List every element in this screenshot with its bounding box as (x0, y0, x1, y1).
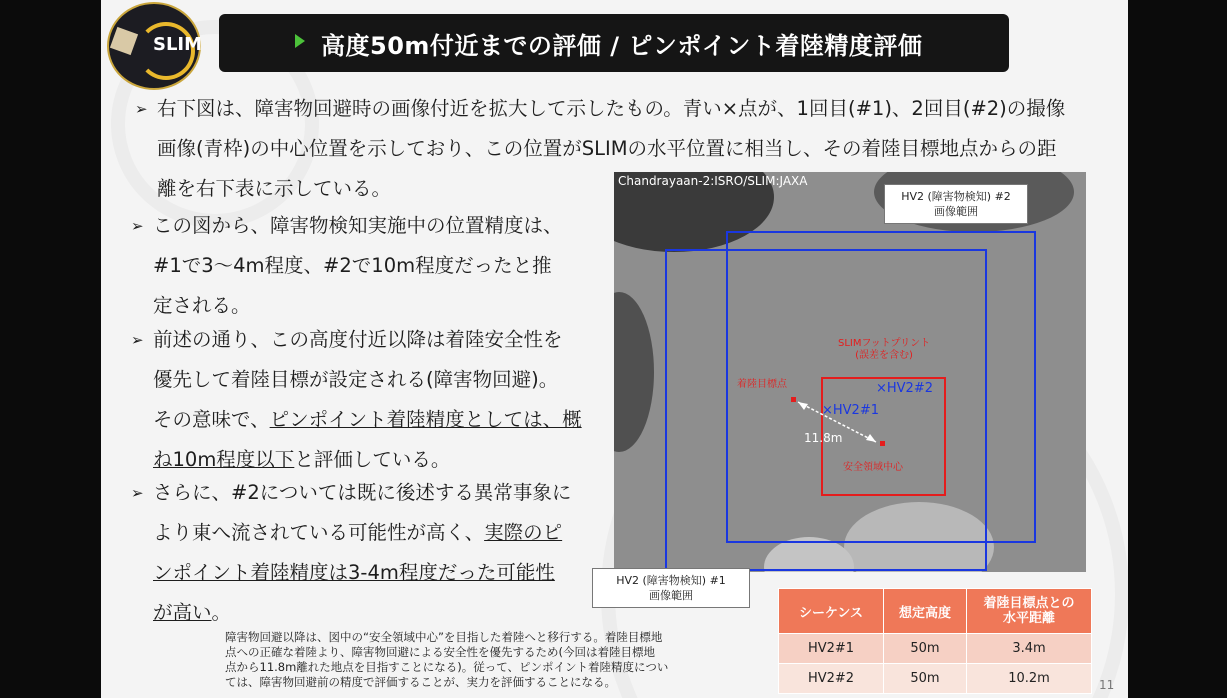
bullet-line (153, 400, 582, 440)
bullet-line: 画像(青枠)の中心位置を示しており、この位置がSLIMの水平位置に相当し、その着陸目標地点からの距 (157, 137, 1057, 160)
callout-line: 画像範囲 (934, 205, 978, 218)
footnote-line: ては、障害物回避前の精度で評価することが、実力を評価することになる。 (225, 675, 616, 689)
table-cell: 3.4m (967, 634, 1092, 664)
bullet-text: と評価している。 (294, 448, 451, 471)
footnote-line: 点から11.8m離れた地点を目指すことになる)。従って、ピンポイント着陸精度につい (225, 660, 669, 674)
callout-line: 画像範囲 (649, 589, 693, 602)
callout-line: HV2 (障害物検知) #1 (616, 574, 726, 587)
bullet-line: 前述の通り、この高度付近以降は着陸安全性を (153, 328, 563, 351)
bullet-line (153, 593, 571, 633)
hv2-1-callout (592, 568, 750, 608)
footnote-line: 点への正確な着陸より、障害物回避による安全性を優先するため(今回は着陸目標地 (225, 645, 655, 659)
bullet-text: 。 (211, 601, 232, 624)
image-credit: Chandrayaan-2:ISRO/SLIM:JAXA (618, 174, 808, 188)
bullet-line: #1で3～4m程度、#2で10m程度だったと推 (153, 254, 552, 277)
bullet-underlined-text: ピンポイント着陸精度としては、概 (269, 408, 582, 431)
lunar-surface-image (614, 172, 1086, 572)
bullet-arrow-icon: ➢ (131, 484, 144, 502)
column-header-line: 水平距離 (1002, 611, 1055, 626)
table-cell: 10.2m (967, 664, 1092, 694)
slide (101, 0, 1128, 698)
table-cell: 50m (884, 634, 967, 664)
hv2-2-marker-label: ×HV2#2 (876, 381, 933, 396)
column-header-line: 着陸目標点との (983, 596, 1075, 611)
footprint-label-line: (誤差を含む) (855, 350, 913, 361)
column-header: シーケンス (779, 589, 884, 634)
table-header-row (779, 589, 1092, 634)
bullet-text: その意味で、 (153, 408, 270, 431)
slim-logo (107, 2, 201, 90)
table-row (779, 634, 1092, 664)
distance-table (778, 588, 1092, 694)
column-header: 想定高度 (884, 589, 967, 634)
spacecraft-icon (110, 27, 138, 55)
footprint-label-line: SLIMフットプリント (838, 338, 931, 349)
column-header (967, 589, 1092, 634)
bullet-arrow-icon: ➢ (135, 100, 148, 118)
target-point-label: 着陸目標点 (737, 379, 787, 390)
table-cell: 50m (884, 664, 967, 694)
bullet-underlined-text: 実際のピ (484, 521, 563, 544)
page-title: 高度50m付近までの評価 / ピンポイント着陸精度評価 (321, 32, 923, 60)
table-row (779, 664, 1092, 694)
bullet-underlined-text: が高い (153, 601, 212, 624)
footnote-line: 障害物回避以降は、図中の“安全領域中心”を目指した着陸へと移行する。着陸目標地 (225, 630, 663, 644)
table-cell: HV2#1 (779, 634, 884, 664)
distance-arrow (614, 172, 1086, 572)
logo-text: SLIM (153, 34, 203, 55)
bullet-2 (131, 206, 563, 326)
bullet-underlined-line: ンポイント着陸精度は3-4m程度だった可能性 (153, 561, 555, 584)
bullet-line: さらに、#2については既に後述する異常事象に (153, 481, 572, 504)
distance-label: 11.8m (804, 431, 843, 445)
hv2-2-callout (884, 184, 1028, 224)
bullet-line: 右下図は、障害物回避時の画像付近を拡大して示したもの。青い×点が、1回目(#1)、2回目(#2)の撮像 (157, 97, 1066, 120)
page-number: 11 (1099, 678, 1115, 692)
bullet-underlined-text: ね10m程度以下 (153, 448, 295, 471)
bullet-text: より東へ流されている可能性が高く、 (153, 521, 485, 544)
bullet-line: この図から、障害物検知実施中の位置精度は、 (153, 214, 563, 237)
callout-line: HV2 (障害物検知) #2 (901, 190, 1011, 203)
bullet-line: 優先して着陸目標が設定される(障害物回避)。 (153, 368, 559, 391)
title-bar (219, 14, 1009, 72)
bullet-line: 離を右下表に示している。 (157, 177, 392, 200)
footnote (225, 630, 765, 690)
safe-area-center-label: 安全領域中心 (843, 462, 903, 473)
bullet-line: 定される。 (153, 294, 251, 317)
bullet-3 (131, 320, 582, 480)
table-cell: HV2#2 (779, 664, 884, 694)
bullet-line (153, 513, 571, 553)
bullet-4 (131, 473, 572, 633)
bullet-arrow-icon: ➢ (131, 331, 144, 349)
play-arrow-icon (295, 34, 305, 48)
bullet-arrow-icon: ➢ (131, 217, 144, 235)
hv2-1-marker-label: ×HV2#1 (822, 403, 879, 418)
